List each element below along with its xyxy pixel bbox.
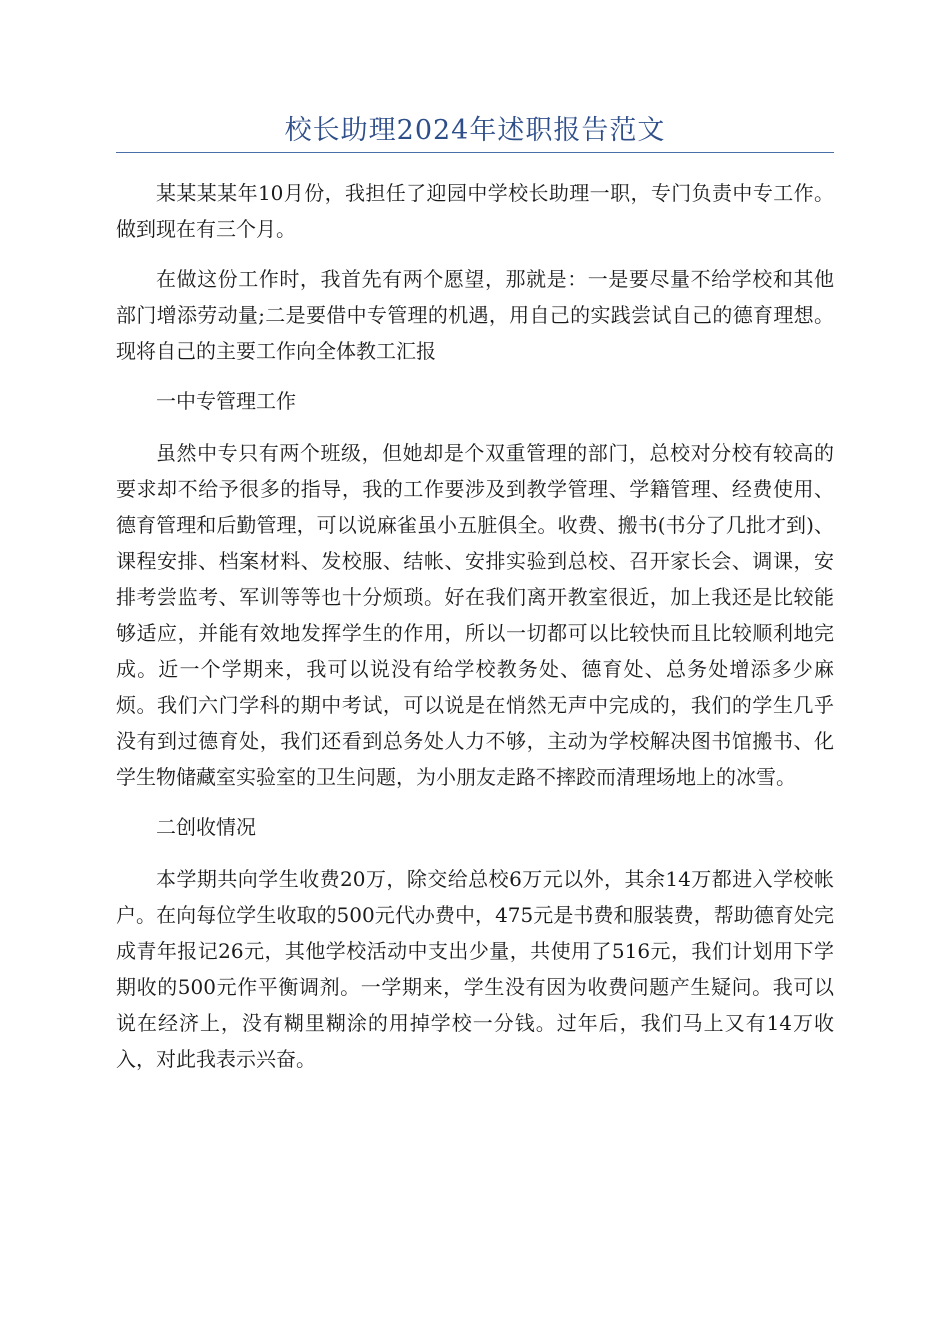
section-heading-management: 一中专管理工作 (156, 389, 296, 413)
document-page (116, 110, 834, 1091)
paragraph-wishes: 在做这份工作时，我首先有两个愿望，那就是：一是要尽量不给学校和其他部门增添劳动量;二是要借中专管理的机遇，用自己的实践尝试自己的德育理想。现将自己的主要工作向全体教工汇报 (116, 267, 834, 363)
document-body (116, 175, 834, 1077)
paragraph-intro: 某某某某年10月份，我担任了迎园中学校长助理一职，专门负责中专工作。做到现在有三个月。 (116, 181, 834, 241)
paragraph-management: 虽然中专只有两个班级，但她却是个双重管理的部门，总校对分校有较高的要求却不给予很多的指导，我的工作要涉及到教学管理、学籍管理、经费使用、德育管理和后勤管理，可以说麻雀虽小五脏俱全。收费、搬书(书分了几批才到)、课程安排、档案材料、发校服、结帐、安排实验到总校、召开家长会、调课，安排考尝监考、军训等等也十分烦琐。好在我们离开教室很近，加上我还是比较能够适应，并能有效地发挥学生的作用，所以一切都可以比较快而且比较顺利地完成。近一个学期来，我可以说没有给学校教务处、德育处、总务处增添多少麻烦。我们六门学科的期中考试，可以说是在悄然无声中完成的，我们的学生几乎没有到过德育处，我们还看到总务处人力不够，主动为学校解决图书馆搬书、化学生物储藏室实验室的卫生问题，为小朋友走路不摔跤而清理场地上的冰雪。 (116, 441, 834, 789)
paragraph-revenue: 本学期共向学生收费20万，除交给总校6万元以外，其余14万都进入学校帐户。在向每位学生收取的500元代办费中，475元是书费和服装费，帮助德育处完成青年报记26元，其他学校活动中支出少量，共使用了516元，我们计划用下学期收的500元作平衡调剂。一学期来，学生没有因为收费问题产生疑问。我可以说在经济上，没有糊里糊涂的用掉学校一分钱。过年后，我们马上又有14万收入，对此我表示兴奋。 (116, 867, 834, 1071)
section-heading-revenue: 二创收情况 (156, 815, 256, 839)
document-title: 校长助理2024年述职报告范文 (116, 110, 834, 153)
